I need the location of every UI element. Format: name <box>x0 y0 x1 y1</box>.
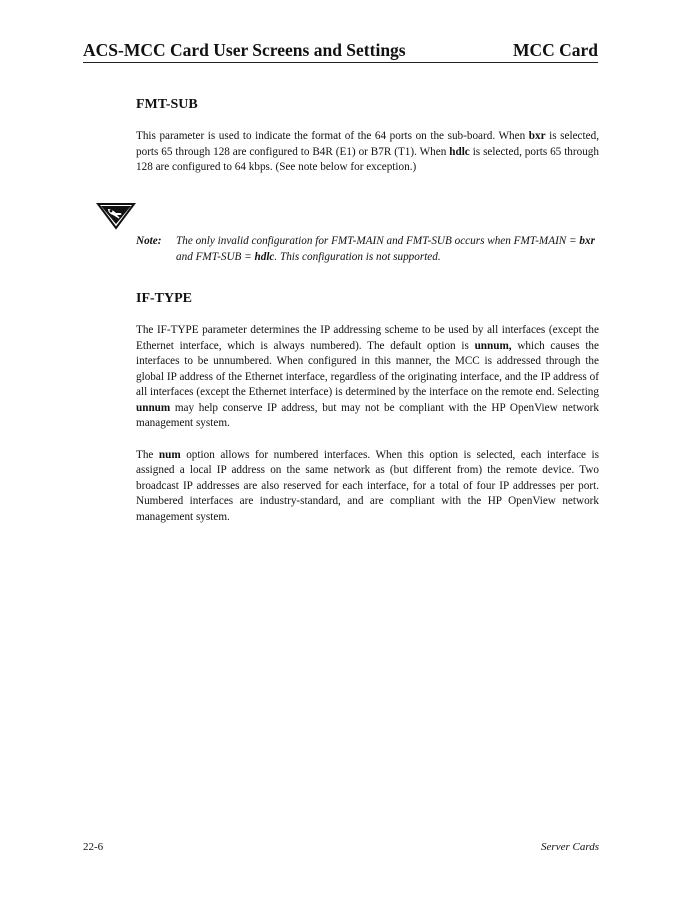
note-label: Note: <box>136 235 162 247</box>
header-title: ACS-MCC Card User Screens and Settings <box>83 40 406 60</box>
if-type-paragraph-1: The IF-TYPE parameter determines the IP addressing scheme to be used by all interfaces (except the Ethernet interface, which is always numbered). The default option is unnum, which causes the interfaces to be unnumbered. When configured in this manner, the MCC is addressed through the global IP address of the Ethernet interface, regardless of the originating interface, and the IP address of all interfaces (except the Ethernet interface) is determined by the interface on the remote end. Selecting unnum may help conserve IP address, but may not be compliant with the HP OpenView network management system. <box>136 324 599 429</box>
note-text: The only invalid configuration for FMT-MAIN and FMT-SUB occurs when FMT-MAIN = bxr and FMT-SUB = hdlc. This configuration is not supported. <box>176 235 595 263</box>
header-section: MCC Card <box>512 40 598 60</box>
bxr-keyword: bxr <box>528 130 546 142</box>
chapter-name: Server Cards <box>541 841 599 853</box>
unnum-keyword: unnum, <box>474 339 512 352</box>
hdlc-keyword: hdlc <box>449 145 470 158</box>
fmt-sub-heading: FMT-SUB <box>136 97 198 112</box>
if-type-paragraph-2: The num option allows for numbered interfaces. When this option is selected, each interface is assigned a local IP address on the same network as (but different from) the remote device. Two broadcast IP addresses are also reserved for each interface, for a total of four IP addresses per port. Numbered interfaces are industry-standard, and are compliant with the HP OpenView network management system. <box>136 448 599 523</box>
if-type-section <box>136 291 599 525</box>
page-header <box>83 40 598 63</box>
num-keyword: num <box>158 448 181 461</box>
if-type-heading: IF-TYPE <box>136 291 192 306</box>
fmt-sub-paragraph: This parameter is used to indicate the format of the 64 ports on the sub-board. When bxr is selected, ports 65 through 128 are configured to B4R (E1) or B7R (T1). When hdlc is selected, ports 65 through 128 are configured to 64 kbps. (See note below for exception.) <box>136 130 599 173</box>
note-hand-icon <box>96 200 136 230</box>
page-number: 22-6 <box>83 841 104 853</box>
fmt-sub-section <box>136 97 599 176</box>
unnum-keyword-2: unnum <box>136 401 171 414</box>
